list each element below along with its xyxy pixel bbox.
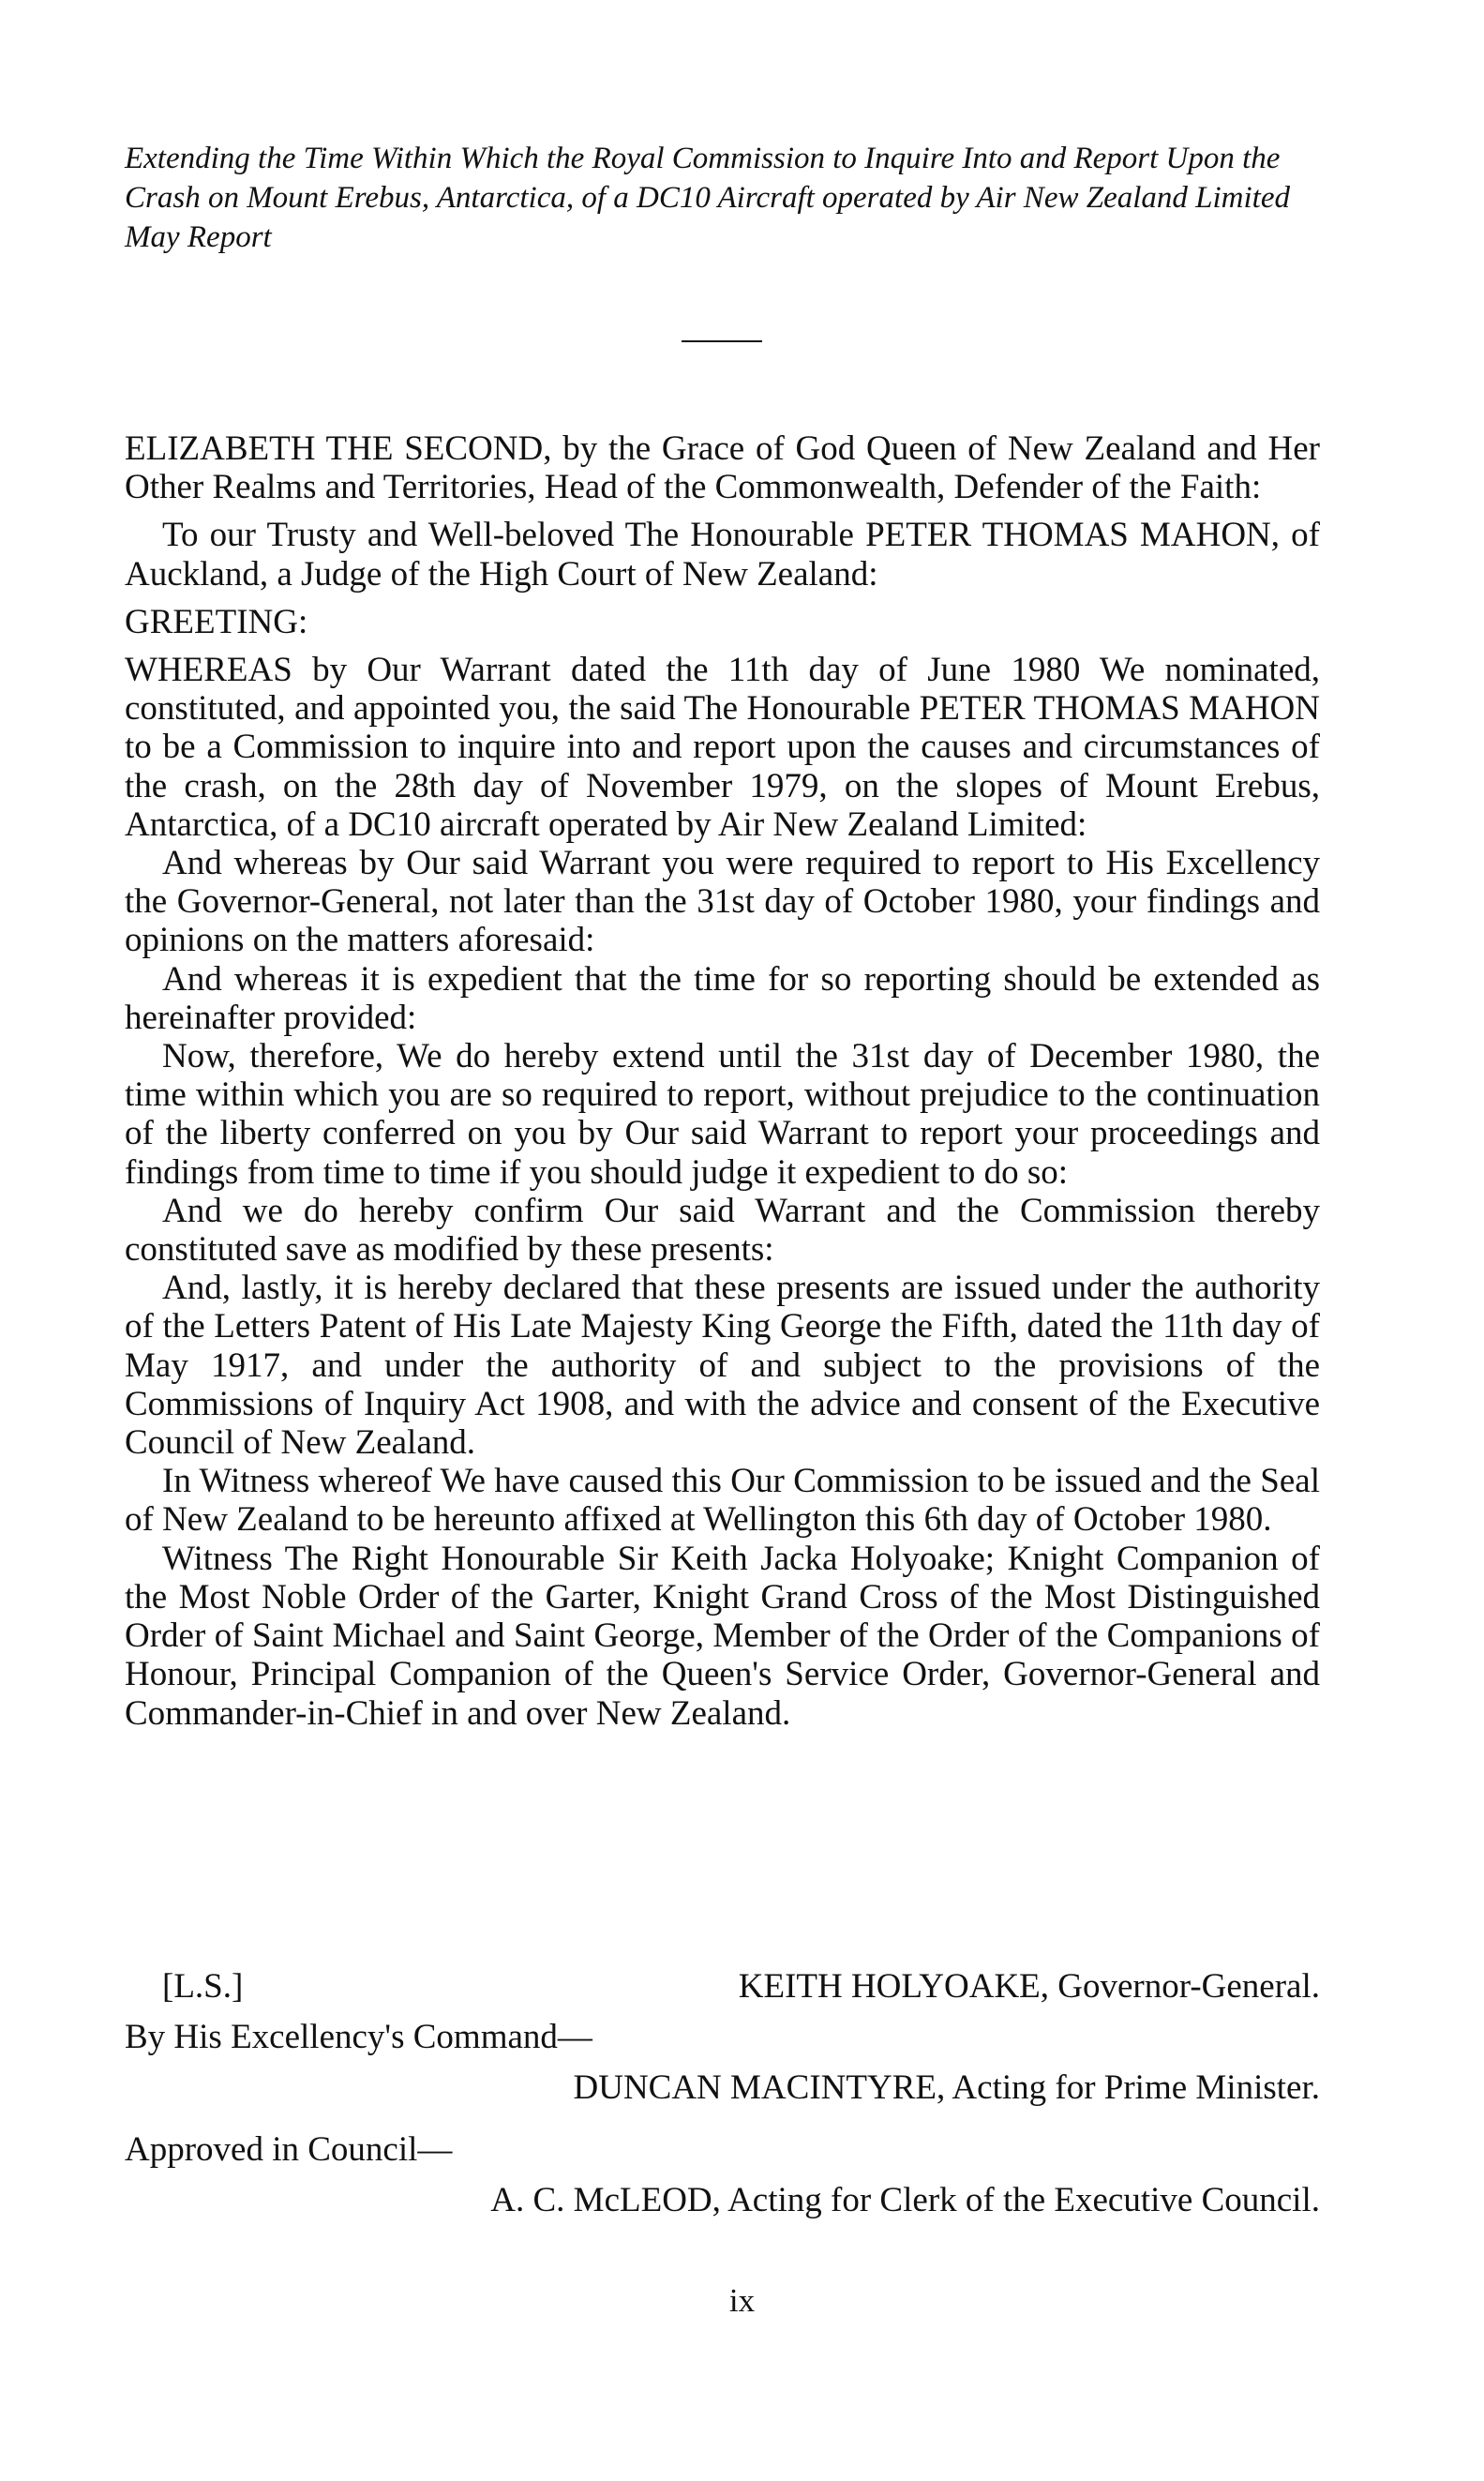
addressee-paragraph: To our Trusty and Well-beloved The Honourable PETER THOMAS MAHON, of Auckland, a Judge of the High Court of New Zealand: bbox=[125, 516, 1320, 594]
seal-mark: [L.S.] bbox=[162, 1967, 244, 2006]
whereas-paragraph: WHEREAS by Our Warrant dated the 11th day of June 1980 We nominated, constituted, and appointed you, the said The Honourable PETER THOMAS MAHON to be a Commission to inquire into and report upon the causes and circumstances of the crash, on the 28th day of November 1979, on the slopes of Mount Erebus, Antarctica, of a DC10 aircraft operated by Air New Zealand Limited: bbox=[125, 651, 1320, 844]
approved-line: Approved in Council— bbox=[125, 2130, 453, 2169]
signature-block bbox=[125, 1967, 1320, 2219]
report-requirement-paragraph: And whereas by Our said Warrant you were required to report to His Excellency the Governor-General, not later than the 31st day of October 1980, your findings and opinions on the matters aforesaid: bbox=[125, 844, 1320, 960]
witness-paragraph: Witness The Right Honourable Sir Keith Jacka Holyoake; Knight Companion of the Most Noble Order of the Garter, Knight Grand Cross of the Most Distinguished Order of Saint Michael and Saint George, Member of the Order of the Companions of Honour, Principal Companion of the Queen's Service Order, Governor-General and Commander-in-Chief in and over New Zealand. bbox=[125, 1539, 1320, 1733]
declaration-paragraph: And, lastly, it is hereby declared that these presents are issued under the authority of the Letters Patent of His Late Majesty King George the Fifth, dated the 11th day of May 1917, and under the authority of and subject to the provisions of the Commissions of Inquiry Act 1908, and with the advice and consent of the Executive Council of New Zealand. bbox=[125, 1269, 1320, 1463]
approved-row bbox=[125, 2130, 1320, 2169]
confirmation-paragraph: And we do hereby confirm Our said Warrant and the Commission thereby constituted save as modified by these presents: bbox=[125, 1191, 1320, 1270]
minister-signature-row bbox=[125, 2068, 1320, 2107]
witness-whereof-paragraph: In Witness whereof We have caused this Our Commission to be issued and the Seal of New Zealand to be hereunto affixed at Wellington this 6th day of October 1980. bbox=[125, 1462, 1320, 1540]
expedient-paragraph: And whereas it is expedient that the time for so reporting should be extended as hereinafter provided: bbox=[125, 959, 1320, 1037]
governor-signature-row bbox=[125, 1967, 1320, 2006]
document-title: Extending the Time Within Which the Royal Commission to Inquire Into and Report Upon the Crash on Mount Erebus, Antarctica, of a DC10 Aircraft operated by Air New Zealand Limited May Report bbox=[125, 142, 1290, 254]
governor-signature: KEITH HOLYOAKE, Governor-General. bbox=[738, 1967, 1320, 2006]
royal-style-paragraph: ELIZABETH THE SECOND, by the Grace of God Queen of New Zealand and Her Other Realms and Territories, Head of the Commonwealth, Defender of the Faith: bbox=[125, 429, 1320, 507]
page-number: ix bbox=[728, 2282, 756, 2319]
extension-paragraph: Now, therefore, We do hereby extend until the 31st day of December 1980, the time within which you are so required to report, without prejudice to the continuation of the liberty conferred on you by Our said Warrant to report your proceedings and findings from time to time if you should judge it expedient to do so: bbox=[125, 1037, 1320, 1192]
command-row bbox=[125, 2018, 1320, 2056]
minister-signature: DUNCAN MACINTYRE, Acting for Prime Minister. bbox=[573, 2068, 1320, 2107]
clerk-signature: A. C. McLEOD, Acting for Clerk of the Executive Council. bbox=[490, 2181, 1320, 2219]
commission-body bbox=[125, 429, 1320, 1733]
clerk-signature-row bbox=[125, 2181, 1320, 2219]
greeting-line: GREETING: bbox=[125, 602, 308, 641]
title-divider bbox=[682, 340, 762, 342]
command-line: By His Excellency's Command— bbox=[125, 2018, 592, 2056]
